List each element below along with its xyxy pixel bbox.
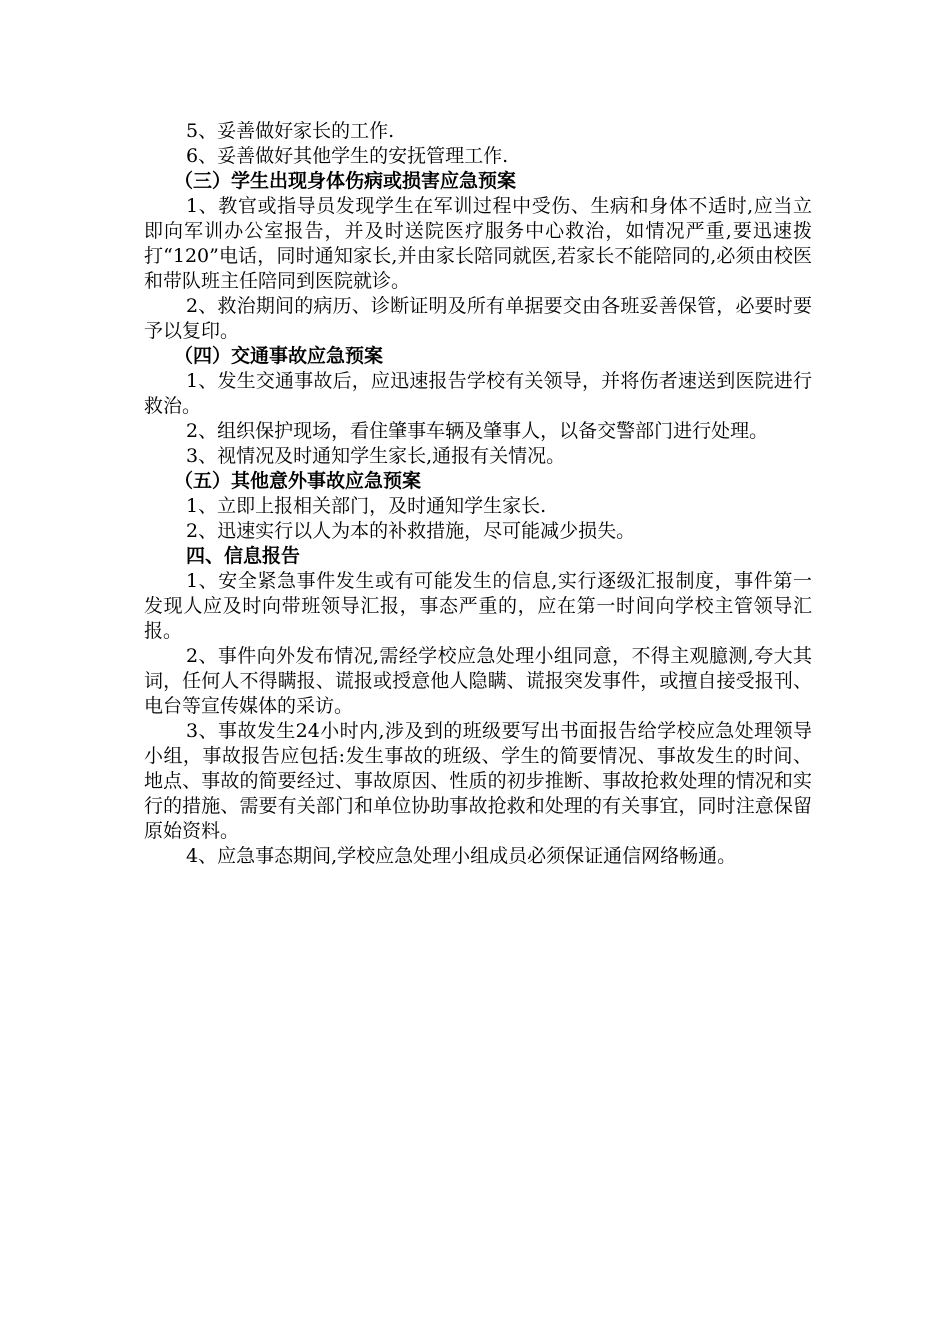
paragraph-6-student-comfort: 6、妥善做好其他学生的安抚管理工作.	[186, 145, 509, 167]
paragraph-report-1: 1、安全紧急事件发生或有可能发生的信息,实行逐级汇报制度，事件第一发现人应及时向带班领导汇报，事态严重的，应在第一时间向学校主管领导汇报。	[144, 570, 812, 642]
paragraph-report-2: 2、事件向外发布情况,需经学校应急处理小组同意，不得主观臆测,夸大其词，任何人不得瞒报、谎报或授意他人隐瞒、谎报突发事件，或擅自接受报刊、电台等宣传媒体的采访。	[144, 645, 812, 717]
paragraph-injury-2: 2、救治期间的病历、诊断证明及所有单据要交由各班妥善保管，必要时要予以复印。	[144, 295, 812, 342]
section-heading-info-report: 四、信息报告	[186, 545, 301, 567]
paragraph-other-1: 1、立即上报相关部门，及时通知学生家长.	[186, 495, 547, 517]
section-heading-injury-plan: （三）学生出现身体伤病或损害应急预案	[174, 170, 517, 192]
section-heading-traffic-plan: （四）交通事故应急预案	[174, 345, 384, 367]
paragraph-other-2: 2、迅速实行以人为本的补救措施，尽可能减少损失。	[186, 520, 636, 542]
paragraph-traffic-2: 2、组织保护现场，看住肇事车辆及肇事人，以备交警部门进行处理。	[186, 420, 769, 442]
document-page	[144, 119, 812, 869]
paragraph-traffic-3: 3、视情况及时通知学生家长,通报有关情况。	[186, 445, 566, 467]
paragraph-traffic-1: 1、发生交通事故后，应迅速报告学校有关领导，并将伤者速送到医院进行救治。	[144, 370, 812, 417]
section-heading-other-accident-plan: （五）其他意外事故应急预案	[174, 470, 422, 492]
paragraph-report-3: 3、事故发生24小时内,涉及到的班级要写出书面报告给学校应急处理领导小组，事故报告应包括:发生事故的班级、学生的简要情况、事故发生的时间、地点、事故的简要经过、事故原因、性质的初步推断、事故抢救处理的情况和实行的措施、需要有关部门和单位协助事故抢救和处理的有关事宜，同时注意保留原始资料。	[144, 720, 812, 842]
paragraph-5-parent-work: 5、妥善做好家长的工作.	[186, 120, 395, 142]
paragraph-injury-1: 1、教官或指导员发现学生在军训过程中受伤、生病和身体不适时,应当立即向军训办公室报告，并及时送院医疗服务中心救治，如情况严重,要迅速拨打“120”电话，同时通知家长,并由家长陪同就医,若家长不能陪同的,必须由校医和带队班主任陪同到医院就诊。	[144, 195, 812, 292]
paragraph-report-4: 4、应急事态期间,学校应急处理小组成员必须保证通信网络畅通。	[186, 845, 737, 867]
